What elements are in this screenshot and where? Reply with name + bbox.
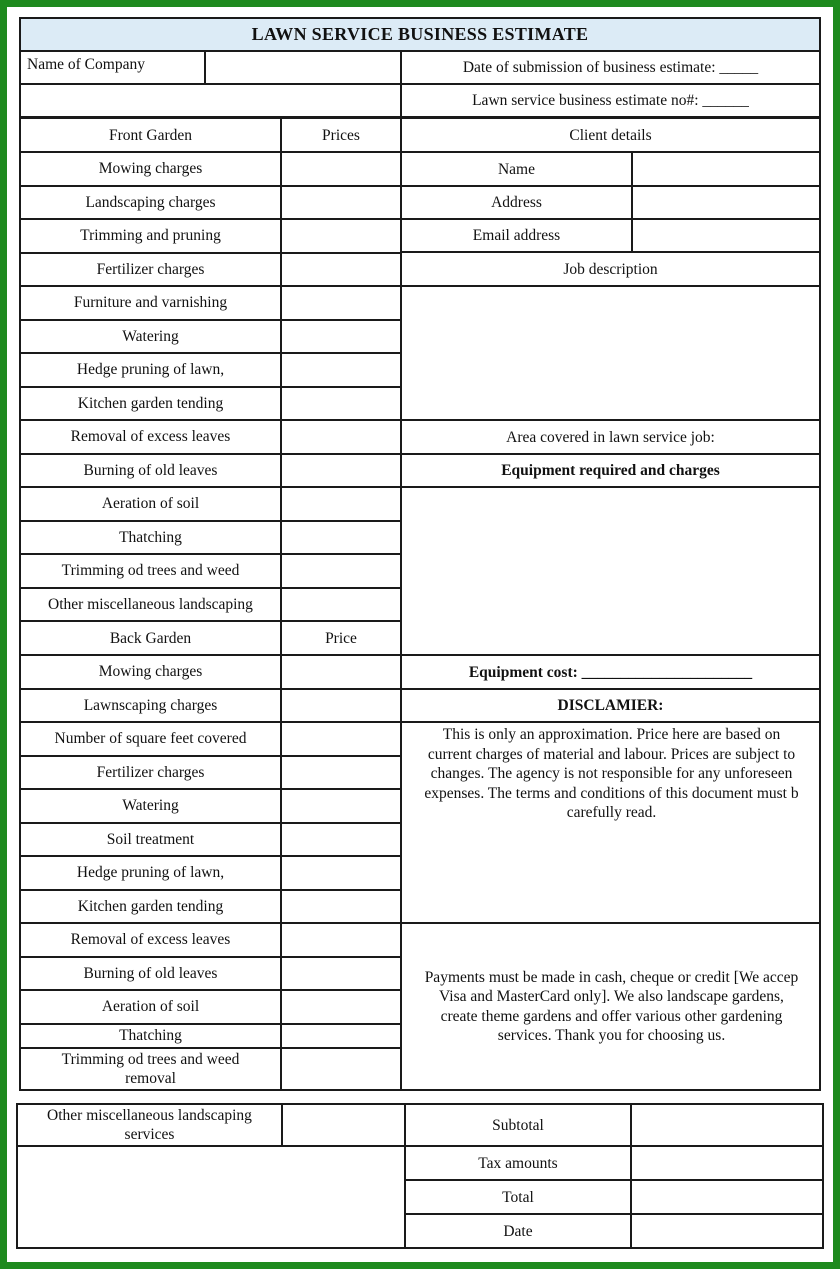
client-email-label: Email address	[400, 218, 633, 253]
front-item-price[interactable]	[280, 252, 402, 288]
back-item-price[interactable]	[280, 989, 402, 1025]
client-details-header: Client details	[400, 117, 821, 153]
back-item-price[interactable]	[280, 822, 402, 858]
back-item-price[interactable]	[280, 889, 402, 925]
front-item-label: Trimming od trees and weed	[19, 553, 282, 589]
back-item-label: Trimming od trees and weed removal	[19, 1047, 282, 1091]
tax-label: Tax amounts	[404, 1145, 632, 1181]
back-item-label: Soil treatment	[19, 822, 282, 858]
front-item-price[interactable]	[280, 386, 402, 422]
back-item-label: Lawnscaping charges	[19, 688, 282, 724]
subtotal-label: Subtotal	[404, 1103, 632, 1147]
front-item-label: Aeration of soil	[19, 486, 282, 522]
back-item-price[interactable]	[280, 956, 402, 992]
front-item-label: Fertilizer charges	[19, 252, 282, 288]
back-item-price[interactable]	[280, 922, 402, 958]
date-field[interactable]	[630, 1213, 824, 1249]
back-item-price[interactable]	[280, 721, 402, 757]
front-item-price[interactable]	[280, 486, 402, 522]
back-item-label: Hedge pruning of lawn,	[19, 855, 282, 891]
front-item-price[interactable]	[280, 319, 402, 355]
front-item-label: Removal of excess leaves	[19, 419, 282, 455]
back-item-label: Number of square feet covered	[19, 721, 282, 757]
client-name-field[interactable]	[631, 151, 821, 187]
front-item-label: Kitchen garden tending	[19, 386, 282, 422]
form-title: LAWN SERVICE BUSINESS ESTIMATE	[19, 17, 821, 52]
front-item-price[interactable]	[280, 520, 402, 556]
front-item-label: Mowing charges	[19, 151, 282, 187]
front-price-header: Prices	[280, 117, 402, 153]
equipment-field[interactable]	[400, 486, 821, 656]
back-item-price[interactable]	[280, 688, 402, 724]
front-item-price[interactable]	[280, 285, 402, 321]
estimate-number: Lawn service business estimate no#: ______	[400, 83, 821, 118]
front-item-price[interactable]	[280, 151, 402, 187]
equipment-header: Equipment required and charges	[400, 453, 821, 488]
back-item-price[interactable]	[280, 1023, 402, 1049]
front-item-label: Trimming and pruning	[19, 218, 282, 254]
back-item-price[interactable]	[280, 654, 402, 690]
front-item-label: Hedge pruning of lawn,	[19, 352, 282, 388]
area-covered: Area covered in lawn service job:	[400, 419, 821, 455]
back-item-label: Kitchen garden tending	[19, 889, 282, 925]
company-name-field[interactable]	[204, 50, 402, 85]
job-description-field[interactable]	[400, 285, 821, 421]
disclaimer-text: This is only an approximation. Price here are based on current charges of material and labour. Prices are subject to changes. The agency is not responsible for any unforeseen expenses. The terms and conditions of this document must b carefully read.	[400, 721, 821, 924]
date-of-submission: Date of submission of business estimate: _____	[400, 50, 821, 85]
back-item-price[interactable]	[280, 755, 402, 791]
misc-landscaping-price[interactable]	[281, 1103, 406, 1147]
front-item-label: Furniture and varnishing	[19, 285, 282, 321]
back-item-label: Fertilizer charges	[19, 755, 282, 791]
front-item-price[interactable]	[280, 352, 402, 388]
front-item-price[interactable]	[280, 185, 402, 221]
back-item-price[interactable]	[280, 855, 402, 891]
client-address-label: Address	[400, 185, 633, 220]
front-item-price[interactable]	[280, 419, 402, 455]
bottom-blank-area[interactable]	[16, 1145, 406, 1249]
back-item-label: Removal of excess leaves	[19, 922, 282, 958]
back-item-label: Mowing charges	[19, 654, 282, 690]
tax-field[interactable]	[630, 1145, 824, 1181]
front-item-label: Burning of old leaves	[19, 453, 282, 489]
total-field[interactable]	[630, 1179, 824, 1215]
blank-header-field[interactable]	[19, 83, 402, 118]
total-label: Total	[404, 1179, 632, 1215]
job-description-header: Job description	[400, 251, 821, 287]
date-label: Date	[404, 1213, 632, 1249]
misc-landscaping-label: Other miscellaneous landscaping services	[16, 1103, 283, 1147]
front-item-label: Landscaping charges	[19, 185, 282, 221]
client-name-label: Name	[400, 151, 633, 187]
back-item-label: Thatching	[19, 1023, 282, 1049]
back-item-label: Burning of old leaves	[19, 956, 282, 992]
payment-terms: Payments must be made in cash, cheque or credit [We accep Visa and MasterCard only]. We also landscape gardens, create theme gardens and offer various other gardening services. Thank you for choosing us.	[400, 922, 821, 1091]
front-item-label: Thatching	[19, 520, 282, 556]
equipment-cost: Equipment cost: ______________________	[400, 654, 821, 690]
back-garden-header: Back Garden	[19, 620, 282, 656]
disclaimer-header: DISCLAMIER:	[400, 688, 821, 723]
client-email-field[interactable]	[631, 218, 821, 253]
front-item-label: Watering	[19, 319, 282, 355]
front-garden-header: Front Garden	[19, 117, 282, 153]
front-item-price[interactable]	[280, 587, 402, 623]
back-item-label: Aeration of soil	[19, 989, 282, 1025]
back-item-price[interactable]	[280, 1047, 402, 1091]
company-name-label: Name of Company	[19, 50, 206, 85]
front-item-price[interactable]	[280, 553, 402, 589]
client-address-field[interactable]	[631, 185, 821, 220]
back-price-header: Price	[280, 620, 402, 656]
back-item-price[interactable]	[280, 788, 402, 824]
front-item-price[interactable]	[280, 453, 402, 489]
front-item-price[interactable]	[280, 218, 402, 254]
front-item-label: Other miscellaneous landscaping	[19, 587, 282, 623]
subtotal-field[interactable]	[630, 1103, 824, 1147]
back-item-label: Watering	[19, 788, 282, 824]
